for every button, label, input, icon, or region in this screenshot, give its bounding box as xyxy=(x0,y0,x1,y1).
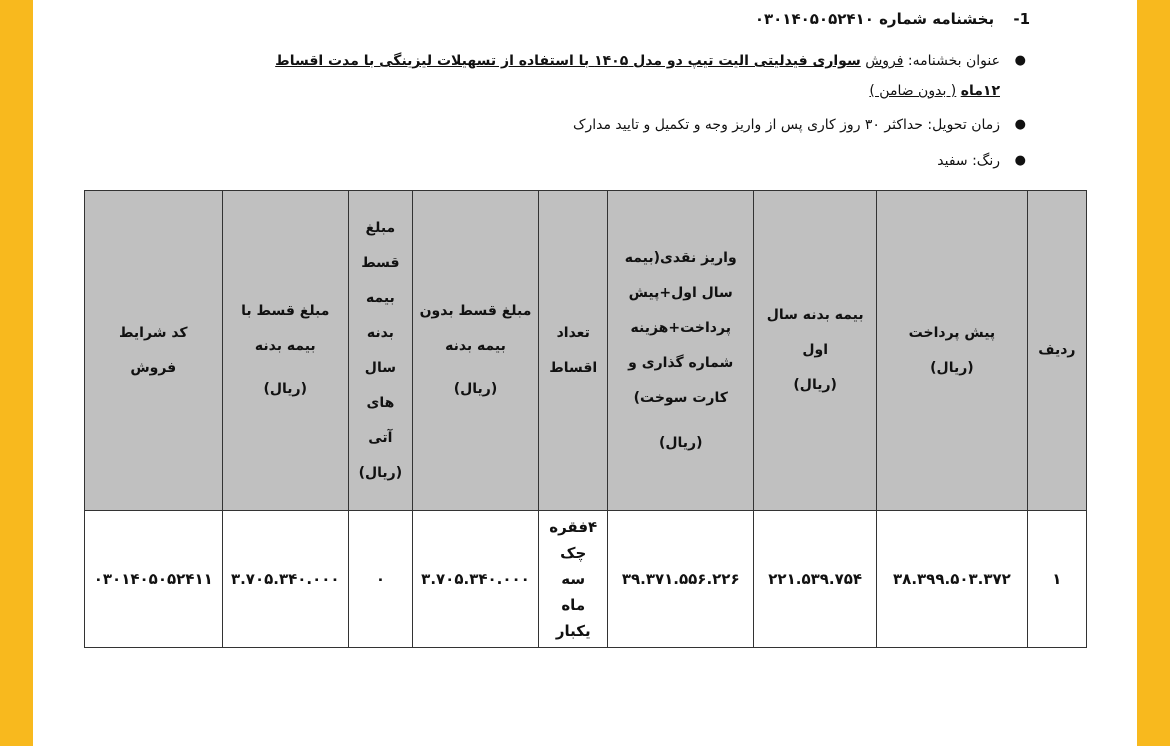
title-line2-normal: ( بدون ضامن ) xyxy=(869,83,957,99)
bullet-dot-icon: ● xyxy=(1014,53,1026,68)
header-cash-deposit: واریز نقدی(بیمه سال اول+پیش پرداخت+هزینه شماره گذاری و کارت سوخت) (ریال) xyxy=(608,191,754,511)
cell-insurance-future-years: ۰ xyxy=(349,511,413,648)
table-header-row xyxy=(85,191,1087,511)
header-insurance-first-year: بیمه بدنه سال اول (ریال) xyxy=(754,191,877,511)
header-insurance-future-years: مبلغ قسط بیمه بدنه سال های آتی (ریال) xyxy=(349,191,413,511)
header-installment-without-insurance: مبلغ قسط بدون بیمه بدنه (ریال) xyxy=(412,191,538,511)
cell-cash-deposit: ۳۹.۳۷۱.۵۵۶.۲۲۶ xyxy=(608,511,754,648)
bullet-delivery xyxy=(140,106,1032,144)
title-word: فروش xyxy=(865,53,904,69)
heading-text: بخشنامه شماره ۰۳۰۱۴۰۵۰۵۲۴۱۰ xyxy=(754,10,995,28)
header-row-number: ردیف xyxy=(1027,191,1086,511)
cell-installment-with-insurance: ۳.۷۰۵.۳۴۰.۰۰۰ xyxy=(222,511,348,648)
cell-row-number: ۱ xyxy=(1027,511,1086,648)
bullet-color xyxy=(140,144,1032,178)
sales-conditions-table xyxy=(84,190,1087,648)
right-accent-bar xyxy=(1137,0,1170,746)
bullet-dot-icon: ● xyxy=(1014,153,1026,168)
header-installment-with-insurance: مبلغ قسط با بیمه بدنه (ریال) xyxy=(222,191,348,511)
cell-sales-code: ۰۳۰۱۴۰۵۰۵۲۴۱۱ xyxy=(85,511,223,648)
cell-installment-without-insurance: ۳.۷۰۵.۳۴۰.۰۰۰ xyxy=(412,511,538,648)
table-row xyxy=(85,511,1087,648)
bullet-title xyxy=(140,42,1032,80)
header-prepayment: پیش پرداخت (ریال) xyxy=(877,191,1028,511)
header-installment-count: تعداد اقساط xyxy=(539,191,608,511)
cell-insurance-first-year: ۲۲۱.۵۳۹.۷۵۴ xyxy=(754,511,877,648)
title-bold: سواری فیدلیتی الیت تیپ دو مدل ۱۴۰۵ با استفاده از تسهیلات لیزینگی با مدت اقساط xyxy=(275,53,861,69)
heading-number: 1- xyxy=(1013,10,1030,28)
section-heading xyxy=(755,10,1030,28)
bullet-list xyxy=(140,42,1032,178)
bullet-dot-icon: ● xyxy=(1014,117,1026,132)
left-accent-bar xyxy=(0,0,33,746)
cell-prepayment: ۳۸.۳۹۹.۵۰۳.۳۷۲ xyxy=(877,511,1028,648)
title-line2 xyxy=(140,76,1032,106)
cell-installment-count: ۴فقره چک سه ماه یکبار xyxy=(539,511,608,648)
delivery-text: زمان تحویل: حداکثر ۳۰ روز کاری پس از واریز وجه و تکمیل و تایید مدارک xyxy=(572,117,1000,133)
color-text: رنگ: سفید xyxy=(937,153,1000,169)
header-sales-code: کد شرایط فروش xyxy=(85,191,223,511)
title-label: عنوان بخشنامه: xyxy=(907,53,1000,69)
title-line2-bold: ۱۲ماه xyxy=(960,83,1000,99)
